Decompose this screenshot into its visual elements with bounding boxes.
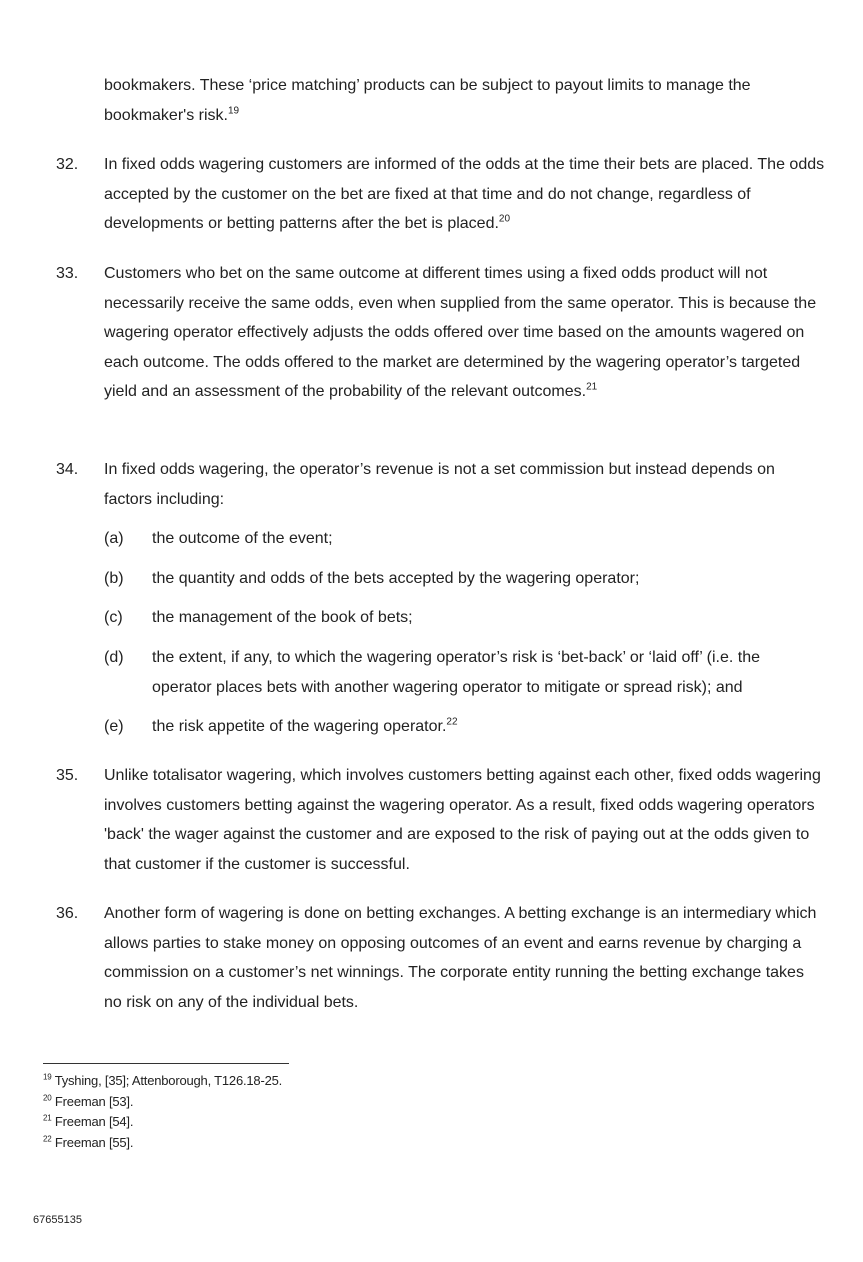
footnote-20 xyxy=(43,1092,282,1113)
footnote-ref: 19 xyxy=(227,105,240,117)
continued-paragraph xyxy=(104,71,824,130)
subitem-label: (b) xyxy=(104,570,124,587)
paragraph-number: 34. xyxy=(56,461,79,478)
footnote-21 xyxy=(43,1112,282,1133)
footnote-divider xyxy=(43,1063,289,1064)
subitem-text: the quantity and odds of the bets accepted by the wagering operator; xyxy=(152,570,640,587)
footnote-number: 19 xyxy=(43,1072,52,1082)
subitem-text: the extent, if any, to which the wagering operator’s risk is ‘bet-back’ or ‘laid off’ (i.e. the operator places bets with another wagering operator to mitigate or spread risk); and xyxy=(152,649,760,696)
paragraph-number: 36. xyxy=(56,905,79,922)
paragraph-text: Customers who bet on the same outcome at different times using a fixed odds product will not necessarily receive the same odds, even when supplied from the same operator. This is because the wagering operator effectively adjusts the odds offered over time based on the amounts wagered on each outcome. The odds offered to the market are determined by the wagering operator’s targeted yield and an assessment of the probability of the relevant outcomes. xyxy=(104,265,817,400)
subitem-label: (e) xyxy=(104,718,124,735)
subitem-text: the risk appetite of the wagering operator. xyxy=(152,718,447,735)
subitem-c xyxy=(104,603,804,633)
footnotes xyxy=(43,1071,282,1153)
paragraph-text: Unlike totalisator wagering, which involves customers betting against each other, fixed odds wagering involves customers betting against the wagering operator. As a result, fixed odds wagering operators 'back' the wager against the customer and are exposed to the risk of paying out at the odds given to that customer if the customer is successful. xyxy=(104,767,821,873)
paragraph-35 xyxy=(56,761,826,879)
footnote-number: 22 xyxy=(43,1134,52,1144)
footnote-22 xyxy=(43,1133,282,1154)
footnote-number: 21 xyxy=(43,1113,52,1123)
subitem-e xyxy=(104,712,804,742)
paragraph-33 xyxy=(56,259,826,407)
paragraph-text: Another form of wagering is done on betting exchanges. A betting exchange is an intermediary which allows parties to stake money on opposing outcomes of an event and earns revenue by charging a commission on a customer’s net winnings. The corporate entity running the betting exchange takes no risk on any of the individual bets. xyxy=(104,905,817,1011)
footnote-ref: 20 xyxy=(498,213,511,225)
subitem-label: (d) xyxy=(104,649,124,666)
paragraph-34 xyxy=(56,455,826,514)
footnote-ref: 22 xyxy=(446,716,458,728)
footnote-number: 20 xyxy=(43,1093,52,1103)
footnote-text: Freeman [55]. xyxy=(54,1134,134,1150)
subitem-a xyxy=(104,524,804,554)
footnote-19 xyxy=(43,1071,282,1092)
paragraph-number: 32. xyxy=(56,156,79,173)
subitem-d xyxy=(104,643,804,702)
paragraph-text: In fixed odds wagering, the operator’s revenue is not a set commission but instead depends on factors including: xyxy=(104,461,775,508)
document-id: 67655135 xyxy=(33,1214,82,1226)
paragraph-text: bookmakers. These ‘price matching’ products can be subject to payout limits to manage the bookmaker's risk. xyxy=(104,77,751,124)
paragraph-number: 35. xyxy=(56,767,79,784)
paragraph-text: In fixed odds wagering customers are informed of the odds at the time their bets are placed. The odds accepted by the customer on the bet are fixed at that time and do not change, regardless of developments or betting patterns after the bet is placed. xyxy=(104,156,825,232)
footnote-text: Tyshing, [35]; Attenborough, T126.18-25. xyxy=(54,1073,283,1088)
paragraph-number: 33. xyxy=(56,265,79,282)
paragraph-36 xyxy=(56,899,826,1017)
subitem-label: (a) xyxy=(104,530,124,547)
paragraph-32 xyxy=(56,150,826,239)
subitem-label: (c) xyxy=(104,609,123,626)
subitem-text: the outcome of the event; xyxy=(152,530,333,547)
footnote-ref: 21 xyxy=(586,381,598,393)
subitem-text: the management of the book of bets; xyxy=(152,609,413,626)
subitem-b xyxy=(104,564,804,594)
footnote-text: Freeman [54]. xyxy=(54,1114,134,1129)
footnote-text: Freeman [53]. xyxy=(54,1093,134,1109)
